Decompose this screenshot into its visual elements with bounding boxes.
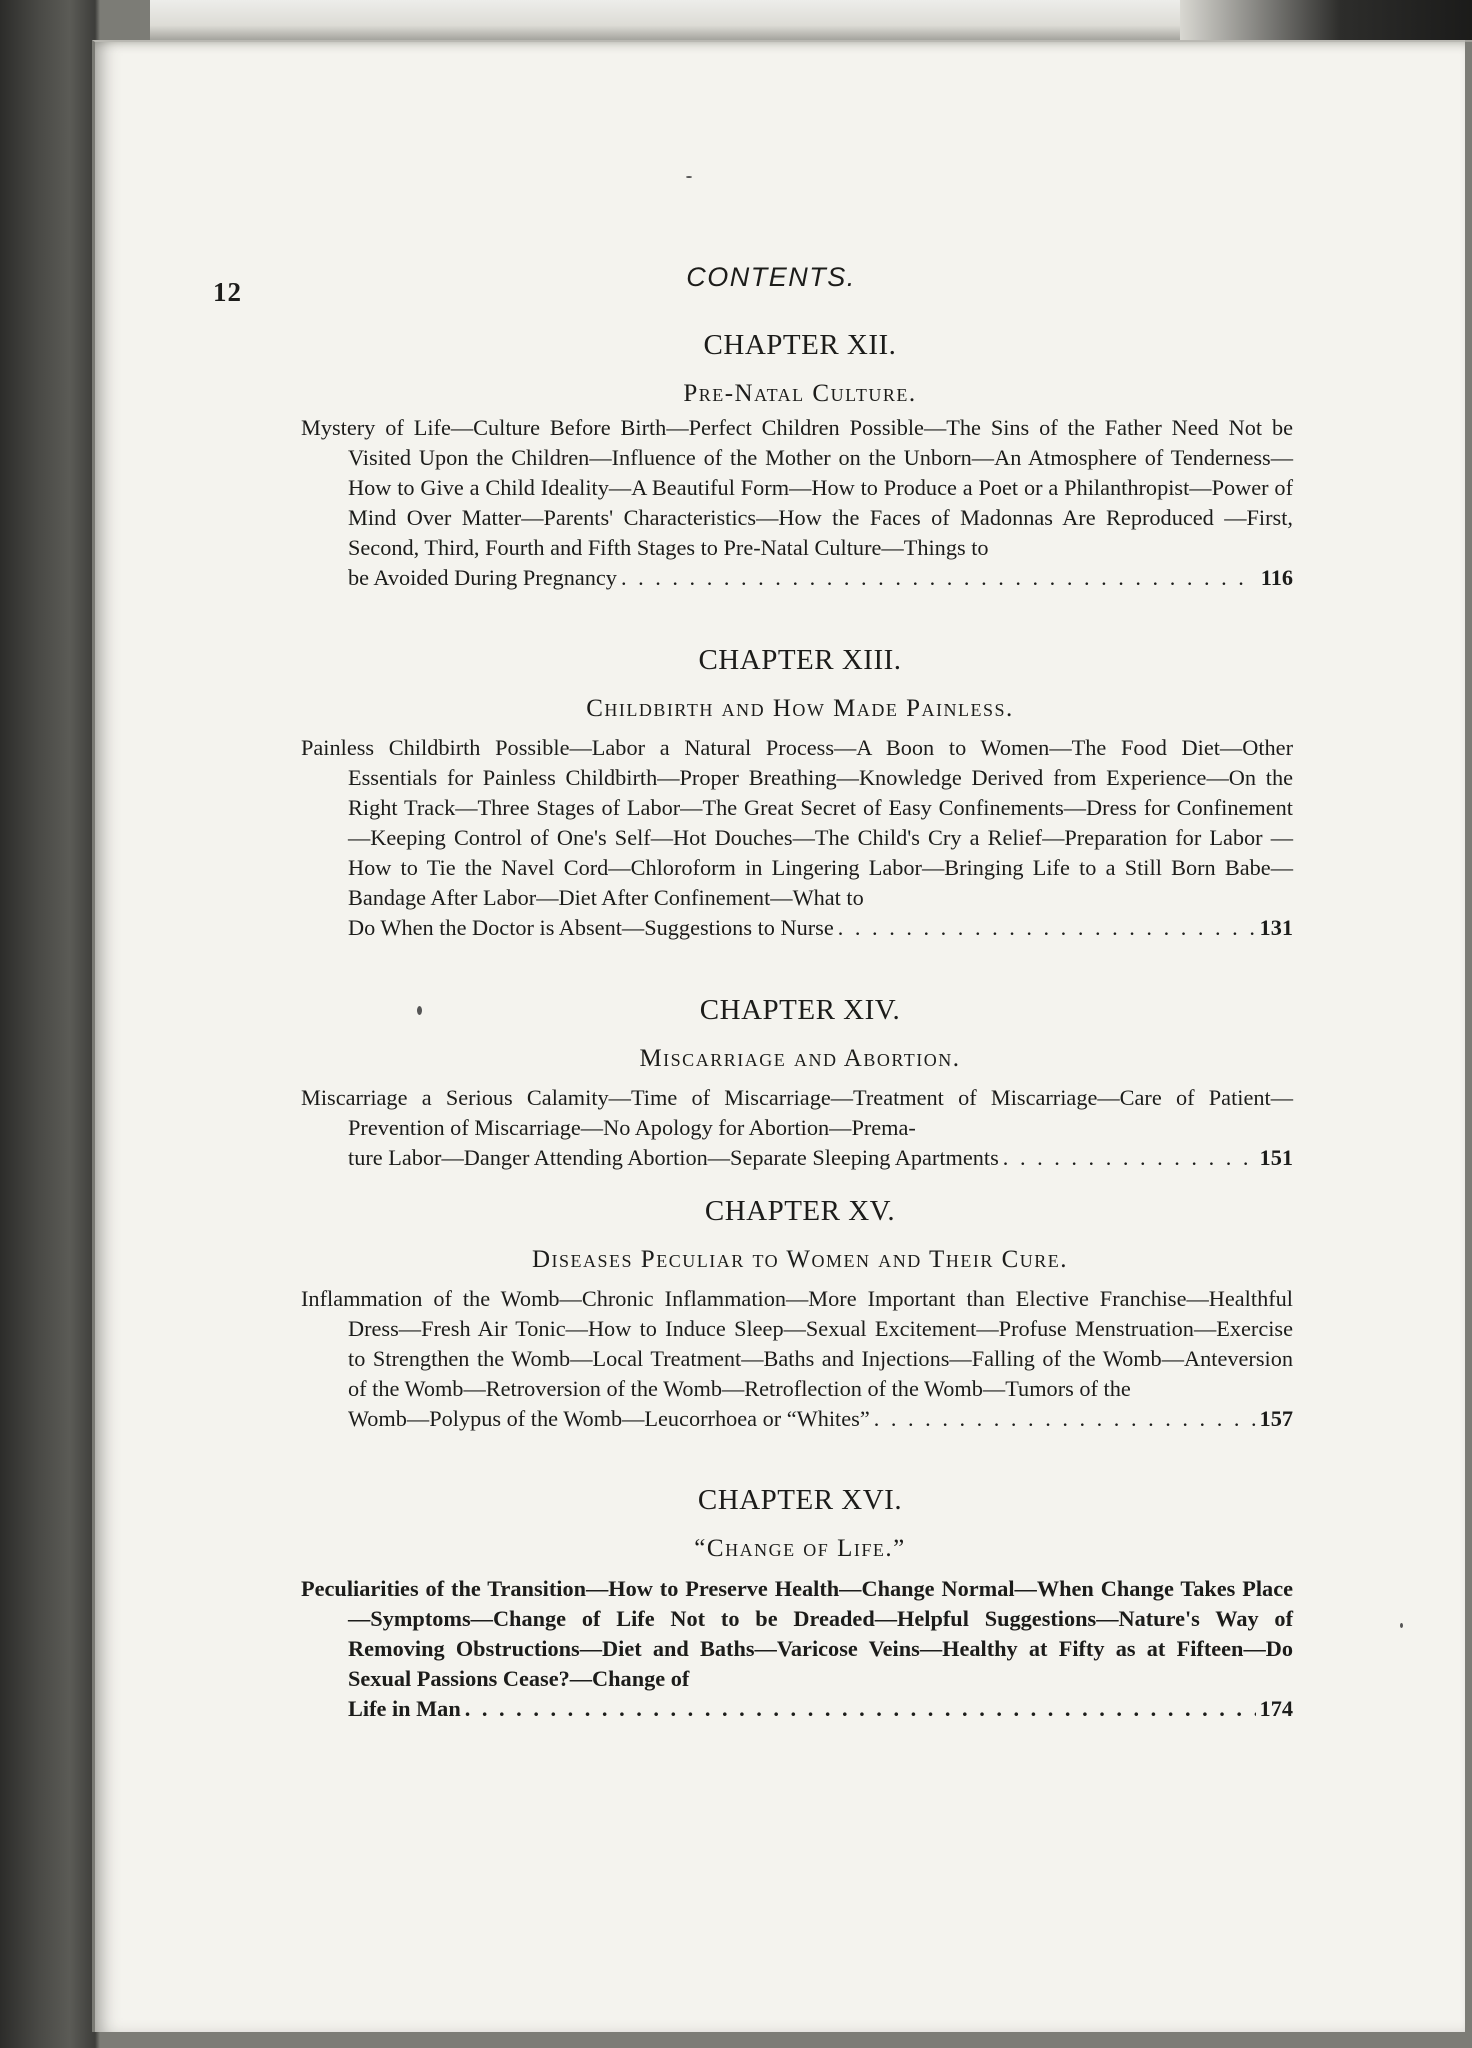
- chapter-synopsis: [301, 1574, 1293, 1724]
- chapter-synopsis: [301, 1284, 1293, 1434]
- synopsis-last-line: ture Labor—Danger Attending Abortion—Separate Sleeping Apartments: [348, 1145, 999, 1170]
- chapter-heading: [300, 992, 1300, 1074]
- page-reference: 151: [1259, 1145, 1293, 1170]
- synopsis-text: Mystery of Life—Culture Before Birth—Perfect Children Possible—The Sins of the Father Need Not be Visited Upon the Children—Influence of the Mother on the Unborn—An Atmosphere of Tenderness—How to Give a Child Ideality—A Beautiful Form—How to Produce a Poet or a Philanthropist—Power of Mind Over Matter—Parents' Characteristics—How the Faces of Madonnas Are Reproduced —First, Second, Third, Fourth and Fifth Stages to Pre-Natal Culture—Things to: [301, 415, 1293, 560]
- chapter-title: Miscarriage and Abortion.: [639, 1045, 961, 1072]
- page-reference: 157: [1259, 1406, 1293, 1431]
- ink-speck: [417, 1006, 422, 1015]
- page-reference: 131: [1259, 915, 1293, 940]
- toc-entry-line[interactable]: [348, 1143, 1293, 1173]
- dot-leaders: [465, 1694, 1256, 1724]
- synopsis-last-line: Womb—Polypus of the Womb—Leucorrhoea or “Whites”: [348, 1406, 870, 1431]
- chapter-heading: [300, 1193, 1300, 1275]
- chapter-title: Childbirth and How Made Painless.: [586, 695, 1014, 722]
- dot-leaders: [874, 1404, 1256, 1434]
- chapter-title: “Change of Life.”: [694, 1535, 906, 1562]
- chapter-number: CHAPTER XIII.: [698, 644, 902, 676]
- chapter-number: CHAPTER XIV.: [699, 994, 901, 1026]
- synopsis-last-line: Life in Man: [348, 1696, 461, 1721]
- dot-leaders: [621, 563, 1257, 593]
- dot-leaders: [838, 913, 1256, 943]
- synopsis-text: Painless Childbirth Possible—Labor a Natural Process—A Boon to Women—The Food Diet—Other Essentials for Painless Childbirth—Proper Breathing—Knowledge Derived from Experience—On the Right Track—Three Stages of Labor—The Great Secret of Easy Confinements—Dress for Confinement—Keeping Control of One's Self—Hot Douches—The Child's Cry a Relief—Preparation for Labor —How to Tie the Navel Cord—Chloroform in Lingering Labor—Bringing Life to a Still Born Babe—Bandage After Labor—Diet After Confinement—What to: [301, 735, 1293, 910]
- chapter-synopsis: [301, 413, 1293, 593]
- toc-entry-line[interactable]: [348, 563, 1293, 593]
- chapter-heading: [300, 1482, 1300, 1564]
- synopsis-last-line: Do When the Doctor is Absent—Suggestions to Nurse: [348, 915, 834, 940]
- chapter-number: CHAPTER XV.: [704, 1195, 896, 1227]
- dot-leaders: [1003, 1143, 1256, 1173]
- chapter-title: Pre-Natal Culture.: [683, 380, 917, 407]
- chapter-heading: [300, 642, 1300, 724]
- page-reference: 116: [1260, 565, 1293, 590]
- chapter-number: CHAPTER XVI.: [697, 1484, 903, 1516]
- chapter-heading: [300, 327, 1300, 409]
- page-reference: 174: [1259, 1696, 1293, 1721]
- chapter-synopsis: [301, 1083, 1293, 1173]
- toc-entry-line[interactable]: [348, 1694, 1293, 1724]
- synopsis-text: Inflammation of the Womb—Chronic Inflammation—More Important than Elective Franchise—Healthful Dress—Fresh Air Tonic—How to Induce Sleep—Sexual Excitement—Profuse Menstruation—Exercise to Strengthen the Womb—Local Treatment—Baths and Injections—Falling of the Womb—Anteversion of the Womb—Retroversion of the Womb—Retroflection of the Womb—Tumors of the: [301, 1286, 1293, 1401]
- toc-entry-line[interactable]: [348, 913, 1293, 943]
- chapter-synopsis: [301, 733, 1293, 943]
- synopsis-text: Miscarriage a Serious Calamity—Time of Miscarriage—Treatment of Miscarriage—Care of Patient—Prevention of Miscarriage—No Apology for Abortion—Prema-: [301, 1085, 1293, 1140]
- chapter-title: Diseases Peculiar to Women and Their Cure.: [531, 1246, 1068, 1273]
- ink-speck: [1400, 1623, 1403, 1628]
- toc-entry-line[interactable]: [348, 1404, 1293, 1434]
- chapter-number: CHAPTER XII.: [703, 329, 897, 361]
- running-head: CONTENTS.: [686, 262, 856, 292]
- synopsis-text: Peculiarities of the Transition—How to Preserve Health—Change Normal—When Change Takes Place—Symptoms—Change of Life Not to be Dreaded—Helpful Suggestions—Nature's Way of Removing Obstructions—Diet and Baths—Varicose Veins—Healthy at Fifty as at Fifteen—Do Sexual Passions Cease?—Change of: [301, 1576, 1293, 1691]
- synopsis-last-line: be Avoided During Pregnancy: [348, 565, 617, 590]
- page-number: 12: [213, 277, 242, 307]
- ink-speck: [686, 176, 692, 178]
